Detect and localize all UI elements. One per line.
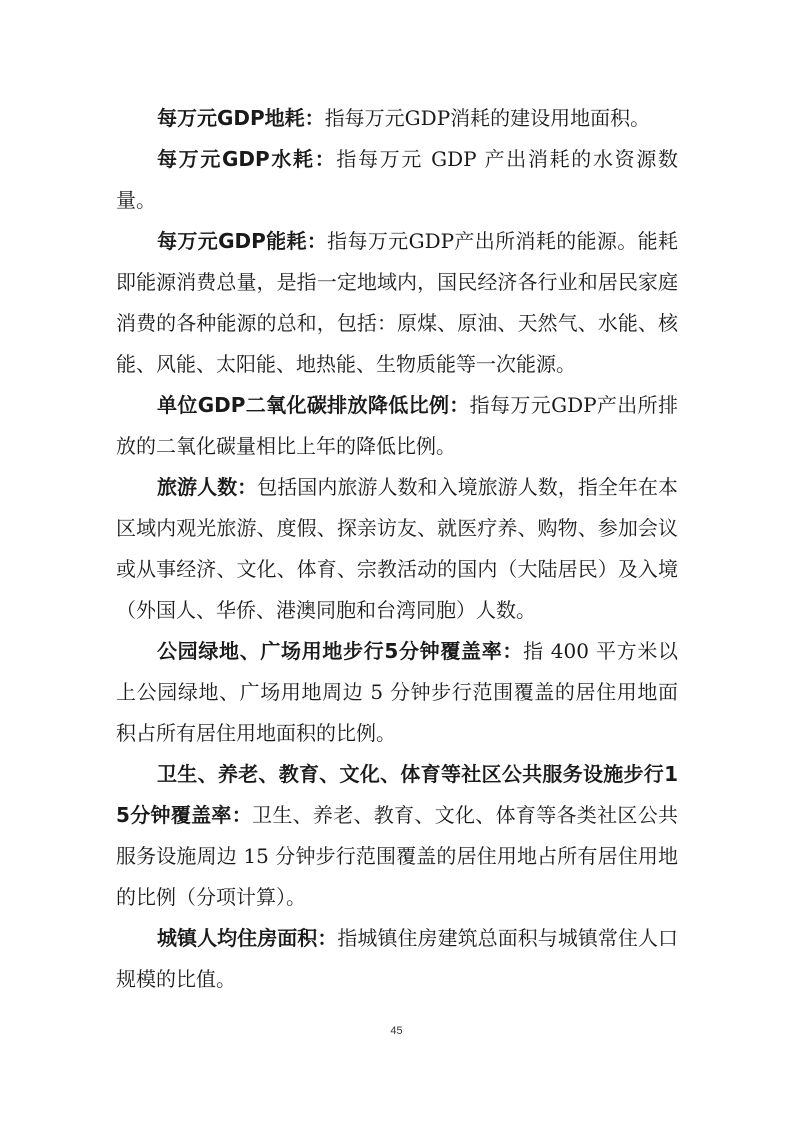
document-body — [116, 98, 678, 1000]
definition-term: 每万元GDP能耗： — [157, 229, 328, 253]
page-number: 45 — [390, 1025, 403, 1037]
definition-text: 指城镇住房建筑总面积与城镇常住人口规模的比值。 — [116, 926, 679, 991]
definition-paragraph — [116, 467, 678, 631]
definition-term: 单位GDP二氧化碳排放降低比例： — [157, 393, 470, 417]
definition-term: 城镇人均住房面积： — [157, 926, 338, 950]
definition-text: 指每万元GDP产出所排放的二氧化碳量相比上年的降低比例。 — [116, 393, 678, 458]
definition-paragraph — [116, 918, 678, 1000]
definition-text: 卫生、养老、教育、文化、体育等各类社区公共服务设施周边 15 分钟步行范围覆盖的居住用地占所有居住用地的比例（分项计算）。 — [116, 803, 678, 909]
definition-term: 公园绿地、广场用地步行5分钟覆盖率： — [157, 639, 524, 663]
definition-paragraph — [116, 631, 678, 754]
definition-term: 卫生、养老、教育、文化、体育等社区公共服务设施步行15分钟覆盖率： — [116, 762, 678, 827]
definition-text: 指 400 平方米以上公园绿地、广场用地周边 5 分钟步行范围覆盖的居住用地面积占所有居住用地面积的比例。 — [116, 639, 678, 745]
definition-term: 旅游人数： — [157, 475, 258, 499]
definition-paragraph — [116, 139, 678, 221]
definition-paragraph — [116, 98, 678, 139]
definition-term: 每万元GDP水耗： — [157, 147, 337, 171]
definition-text: 指每万元GDP消耗的建设用地面积。 — [324, 106, 651, 130]
definition-term: 每万元GDP地耗： — [157, 106, 325, 130]
definition-paragraph — [116, 385, 678, 467]
definition-paragraph — [116, 221, 678, 385]
definition-text: 包括国内旅游人数和入境旅游人数，指全年在本区域内观光旅游、度假、探亲访友、就医疗养、购物、参加会议或从事经济、文化、体育、宗教活动的国内（大陆居民）及入境（外国人、华侨、港澳同胞和台湾同胞）人数。 — [116, 475, 679, 622]
definition-text: 指每万元 GDP 产出消耗的水资源数量。 — [116, 147, 678, 212]
definition-paragraph — [116, 754, 678, 918]
definition-text: 指每万元GDP产出所消耗的能源。能耗即能源消费总量，是指一定地域内，国民经济各行业和居民家庭消费的各种能源的总和，包括：原煤、原油、天然气、水能、核能、风能、太阳能、地热能、生物质能等一次能源。 — [116, 229, 678, 376]
